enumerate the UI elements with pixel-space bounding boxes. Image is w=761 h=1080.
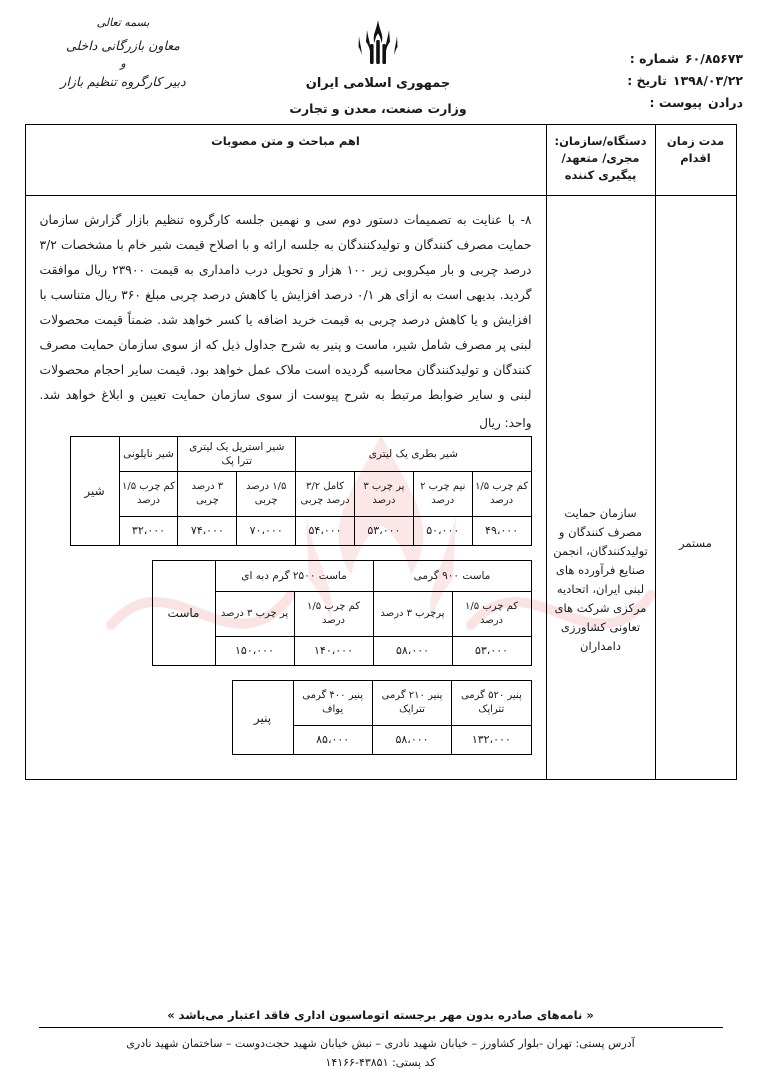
country-name: جمهوری اسلامی ایران [305, 76, 451, 91]
milk-group-sterile: شیر استریل یک لیتری تترا پک [178, 437, 296, 472]
footer-address: آدرس پستی: تهران -بلوار کشاورز – خیابان شهید نادری – نبش خیابان شهید حجت‌دوست – ساختمان شهید نادری [126, 1037, 635, 1050]
milk-col-lowfat: کم چرب ۱/۵ درصد [472, 472, 531, 517]
letter-attachment-value: ندارد [708, 95, 743, 110]
ministry-name: وزارت صنعت، معدن و تجارت [289, 101, 467, 116]
cheese-value-1: ۵۸،۰۰۰ [372, 726, 451, 755]
yogurt-group-900: ماست ۹۰۰ گرمی [373, 561, 531, 592]
organization-value: سازمان حمایت مصرف کنندگان و تولیدکنندگان، انجمن صنایع فرآورده های لبنی ایران، اتحادیه مرکزی شرکت های تعاونی کشاورزی دامداران [553, 506, 648, 653]
cell-duration [655, 196, 736, 780]
milk-col-highfat: پر چرب ۳ درصد [354, 472, 413, 517]
yogurt-col-900-lowfat: کم چرب ۱/۵ درصد [452, 592, 531, 637]
milk-group-nylon: شیر نایلونی [119, 437, 178, 472]
cheese-header-row [232, 681, 531, 726]
cheese-price-table [232, 680, 532, 755]
yogurt-col-2500-lowfat: کم چرب ۱/۵ درصد [294, 592, 373, 637]
letter-date-value: ۱۳۹۸/۰۳/۲۲ [672, 73, 743, 88]
document-header [0, 0, 761, 120]
cheese-row-label: پنیر [232, 681, 293, 755]
yogurt-value-0: ۵۳،۰۰۰ [452, 637, 531, 666]
milk-value-4: ۷۰،۰۰۰ [237, 517, 296, 546]
yogurt-value-1: ۵۸،۰۰۰ [373, 637, 452, 666]
milk-row-label: شیر [70, 437, 119, 546]
column-header-content: اهم مباحث و متن مصوبات [25, 125, 546, 196]
column-header-duration: مدت زمان اقدام [655, 125, 736, 196]
milk-value-2: ۵۳،۰۰۰ [354, 517, 413, 546]
milk-group-bottle: شیر بطری یک لیتری [296, 437, 531, 472]
milk-col-nylon-lowfat: کم چرب ۱/۵ درصد [119, 472, 178, 517]
letter-attachment-row [528, 92, 743, 114]
yogurt-value-3: ۱۵۰،۰۰۰ [215, 637, 294, 666]
document-footer [0, 1008, 761, 1080]
milk-value-6: ۳۲،۰۰۰ [119, 517, 178, 546]
milk-price-table [70, 436, 532, 546]
milk-value-0: ۴۹،۰۰۰ [472, 517, 531, 546]
milk-value-5: ۷۴،۰۰۰ [178, 517, 237, 546]
yogurt-col-2500-highfat: پر چرب ۳ درصد [215, 592, 294, 637]
letter-number-value: ۶۰/۸۵۶۷۳ [685, 51, 743, 66]
milk-value-1: ۵۰،۰۰۰ [413, 517, 472, 546]
yogurt-col-900-highfat: پرچرب ۳ درصد [373, 592, 452, 637]
cell-organization [546, 196, 655, 780]
cell-content [25, 196, 546, 780]
cheese-value-2: ۱۳۲،۰۰۰ [452, 726, 531, 755]
milk-col-full: کامل ۳/۲ درصد چربی [296, 472, 355, 517]
duration-value: مستمر [679, 536, 712, 550]
header-meta-block [528, 14, 743, 114]
milk-col-sterile-15: ۱/۵ درصد چربی [237, 472, 296, 517]
yogurt-value-2: ۱۴۰،۰۰۰ [294, 637, 373, 666]
footer-validity-note: « نامه‌های صادره بدون مهر برجسته اتوماسیون اداری فاقد اعتبار می‌باشد » [39, 1008, 723, 1028]
milk-values-row [70, 517, 531, 546]
resolution-paragraph: ۸- با عنایت به تصمیمات دستور دوم سی و نهمین جلسه کارگروه تنظیم بازار گزارش سازمان حمایت مصرف کنندگان و تولیدکنندگان به جلسه ارائه و با اصلاح قیمت شیر خام با مشخصات ۳/۲ درصد چربی و بار میکروبی زیر ۱۰۰ هزار و تحویل درب دامداری به قیمت ۲۳۹۰۰ ریال موافقت گردید. بدیهی است به ازای هر ۰/۱ درصد افزایش یا کاهش درصد چربی مبلغ ۳۶۰ ریال متناسب با افزایش و یا کاهش درصد چربی به قیمت خرید اضافه یا کسر خواهد شد. ضمناً قیمت محصولات لبنی پر مصرف شامل شیر، ماست و پنیر به شرح جداول ذیل که از سوی سازمان حمایت مصرف کنندگان و تولیدکنندگان محاسبه گردیده است ملاک عمل خواهد بود. قیمت سایر احجام محصولات لبنی و سایر ضوابط مرتبط به شرح پیوست از سوی سازمان حمایت تعیین و ابلاغ خواهد شد. [39, 213, 532, 402]
yogurt-group-row [152, 561, 531, 592]
header-center-block [253, 14, 503, 116]
table-row [25, 196, 736, 780]
yogurt-group-2500: ماست ۲۵۰۰ گرم دبه ای [215, 561, 373, 592]
resolution-table [25, 124, 737, 780]
letter-attachment-label: پیوست : [649, 95, 703, 110]
letter-date-row [528, 70, 743, 92]
header-signature-block [18, 14, 228, 89]
milk-group-row [70, 437, 531, 472]
signatory-conjunction: و [120, 57, 126, 70]
signatory-title-1: معاون بازرگانی داخلی [65, 38, 181, 53]
milk-value-3: ۵۴،۰۰۰ [296, 517, 355, 546]
yogurt-price-table [152, 560, 532, 666]
cheese-col-210: پنیر ۲۱۰ گرمی تتراپک [372, 681, 451, 726]
cheese-col-520: پنیر ۵۲۰ گرمی تتراپک [452, 681, 531, 726]
footer-postal-code: کد پستی: ۴۳۸۵۱-۱۴۱۶۶ [325, 1056, 436, 1069]
signatory-title-2: دبیر کارگروه تنظیم بازار [60, 74, 186, 89]
letter-number-row [528, 48, 743, 70]
unit-note: واحد: ریال [479, 416, 532, 430]
cheese-value-0: ۸۵،۰۰۰ [293, 726, 372, 755]
column-header-organization: دستگاه/سازمان: مجری/ متعهد/ پیگیری کننده [546, 125, 655, 196]
bismillah-text: بسمه تعالی [96, 16, 150, 29]
milk-subheader-row [70, 472, 531, 517]
letter-date-label: تاریخ : [627, 73, 667, 88]
milk-col-sterile-3: ۳ درصد چربی [178, 472, 237, 517]
cheese-col-400: پنیر ۴۰۰ گرمی یواف [293, 681, 372, 726]
milk-col-halffat: نیم چرب ۲ درصد [413, 472, 472, 517]
yogurt-row-label: ماست [152, 561, 215, 666]
iran-emblem-icon [350, 18, 406, 70]
table-header-row [25, 125, 736, 196]
letter-number-label: شماره : [629, 51, 680, 66]
